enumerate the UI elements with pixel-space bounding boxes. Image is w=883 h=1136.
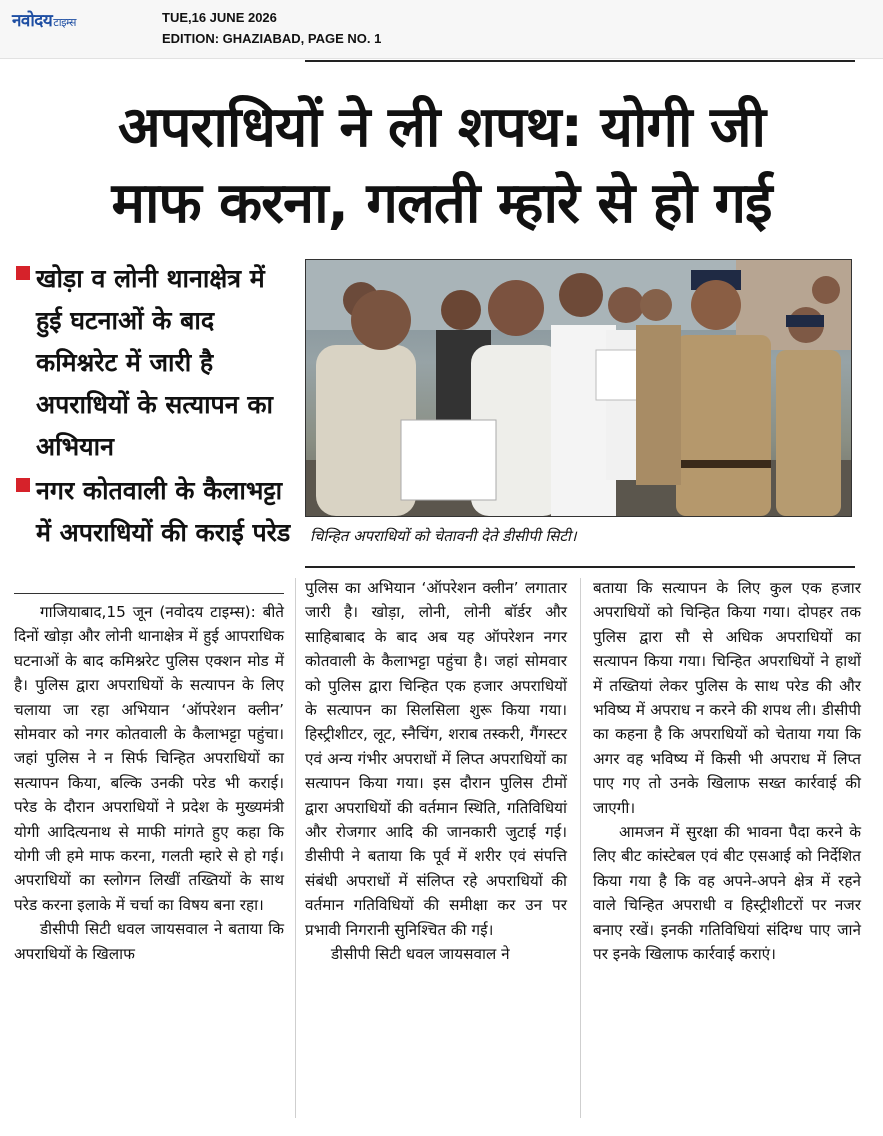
article-paragraph: बताया कि सत्यापन के लिए कुल एक हजार अपराधियों को चिन्हित किया गया। दोपहर तक पुलिस द्वारा सौ से अधिक अपराधियों का सत्यापन किया गया। चिन्हित अपराधियों ने हाथों में तख्तियां लेकर पुलिस के साथ परेड की और भविष्य में अपराध न करने की शपथ ली। डीसीपी का कहना है कि अपराधियों को चेताया गया कि अगर वह भविष्य में किसी भी अपराध में लिप्त पाए गए तो उनके खिलाफ सख्त कार्रवाई की जाएगी।: [593, 579, 861, 817]
issue-date: TUE,16 JUNE 2026: [162, 10, 277, 25]
caption-rule: [305, 566, 855, 568]
red-square-icon: [16, 478, 30, 492]
photo-caption: चिन्हित अपराधियों को चेतावनी देते डीसीपी सिटी।: [310, 527, 577, 545]
article-column-1: [14, 600, 284, 966]
article-paragraph: डीसीपी सिटी धवल जायसवाल ने बताया कि अपराधियों के खिलाफ: [14, 920, 284, 963]
column-divider: [580, 578, 581, 1118]
article-paragraph: डीसीपी सिटी धवल जायसवाल ने: [331, 945, 510, 964]
red-square-icon: [16, 266, 30, 280]
edition-info: [162, 7, 381, 49]
bullet-item: [14, 470, 298, 554]
highlight-bullets: [14, 258, 298, 556]
top-rule: [305, 60, 855, 62]
column-1-rule: [14, 593, 284, 594]
news-photo[interactable]: [305, 259, 852, 517]
logo-subtext: टाइम्स: [53, 16, 76, 29]
column-divider: [295, 578, 296, 1118]
headline-line-2: माफ करना, गलती म्हारे से हो गई: [111, 171, 772, 236]
article-paragraph: पुलिस का अभियान ‘ऑपरेशन क्लीन’ लगातार जारी है। खोड़ा, लोनी, लोनी बॉर्डर और साहिबाबाद के बाद अब यह ऑपरेशन नगर कोतवाली के कैलाभट्टा पहुंचा है। जहां सोमवार को पुलिस द्वारा चिन्हित एक हजार अपराधियों के सत्यापन का सिलसिला शुरू किया गया। हिस्ट्रीशीटर, लूट, स्नैचिंग, शराब तस्करी, गैंगस्टर एवं अन्य गंभीर अपराधों में लिप्त अपराधियों का सत्यापन किया गया। इस दौरान पुलिस टीमों द्वारा अपराधियों की वर्तमान स्थिति, गतिविधियां और रोजगार आदि की जानकारी जुटाई गई। डीसीपी ने बताया कि पूर्व में शरीर एवं संपत्ति संबंधी अपराधों में संलिप्त रहे अपराधियों की वर्तमान गतिविधियों की समीक्षा कर उन पर प्रभावी निगरानी सुनिश्चित की गई।: [305, 579, 567, 939]
article-column-2: [305, 576, 567, 967]
article-paragraph: गाजियाबाद,15 जून (नवोदय टाइम्स): बीते दिनों खोड़ा और लोनी थानाक्षेत्र में हुई आपराधिक घटनाओं के बाद कमिश्नरेट पुलिस एक्शन मोड में है। पुलिस द्वारा अपराधियों के सत्यापन के लिए चलाया जा रहा अभियान ‘ऑपरेशन क्लीन’ सोमवार को नगर कोतवाली के कैलाभट्टा पहुंचा। जहां पुलिस ने न सिर्फ चिन्हित अपराधियों का सत्यापन किया, बल्कि उनकी परेड भी कराई। परेड के दौरान अपराधियों ने प्रदेश के मुख्यमंत्री योगी आदित्यनाथ से माफी मांगते हुए कहा कि योगी जी हमे माफ करना, गलती म्हारे से हो गई।अपराधियों का स्लोगन लिखीं तख्तियों के साथ परेड करना इलाके में चर्चा का विषय बना रहा।: [14, 603, 284, 914]
photo-illustration: [306, 260, 851, 516]
bullet-text: खोड़ा व लोनी थानाक्षेत्र में हुई घटनाओं के बाद कमिश्नरेट में जारी है अपराधियों के सत्यापन का अभियान: [36, 264, 274, 461]
article-paragraph: आमजन में सुरक्षा की भावना पैदा करने के लिए बीट कांस्टेबल एवं बीट एसआई को निर्देशित किया गया है कि वह अपने-अपने क्षेत्र में रहने वाले चिन्हित अपराधी व हिस्ट्रीशीटरों पर नजर बनाए रखें। इनकी गतिविधियां संदिग्ध पाए जाने पर इनके खिलाफ कार्रवाई कराएं।: [593, 823, 861, 964]
edition-label: EDITION: GHAZIABAD, PAGE NO. 1: [162, 31, 382, 46]
logo-text: नवोदय: [12, 11, 53, 31]
headline: [8, 90, 875, 242]
masthead-bar: [0, 0, 883, 59]
bullet-item: [14, 258, 298, 468]
headline-line-1: अपराधियों ने ली शपथ: योगी जी: [117, 95, 766, 160]
newspaper-logo[interactable]: [12, 8, 76, 31]
article-column-3: [593, 576, 861, 967]
bullet-text: नगर कोतवाली के कैलाभट्टा में अपराधियों की कराई परेड: [36, 476, 291, 547]
